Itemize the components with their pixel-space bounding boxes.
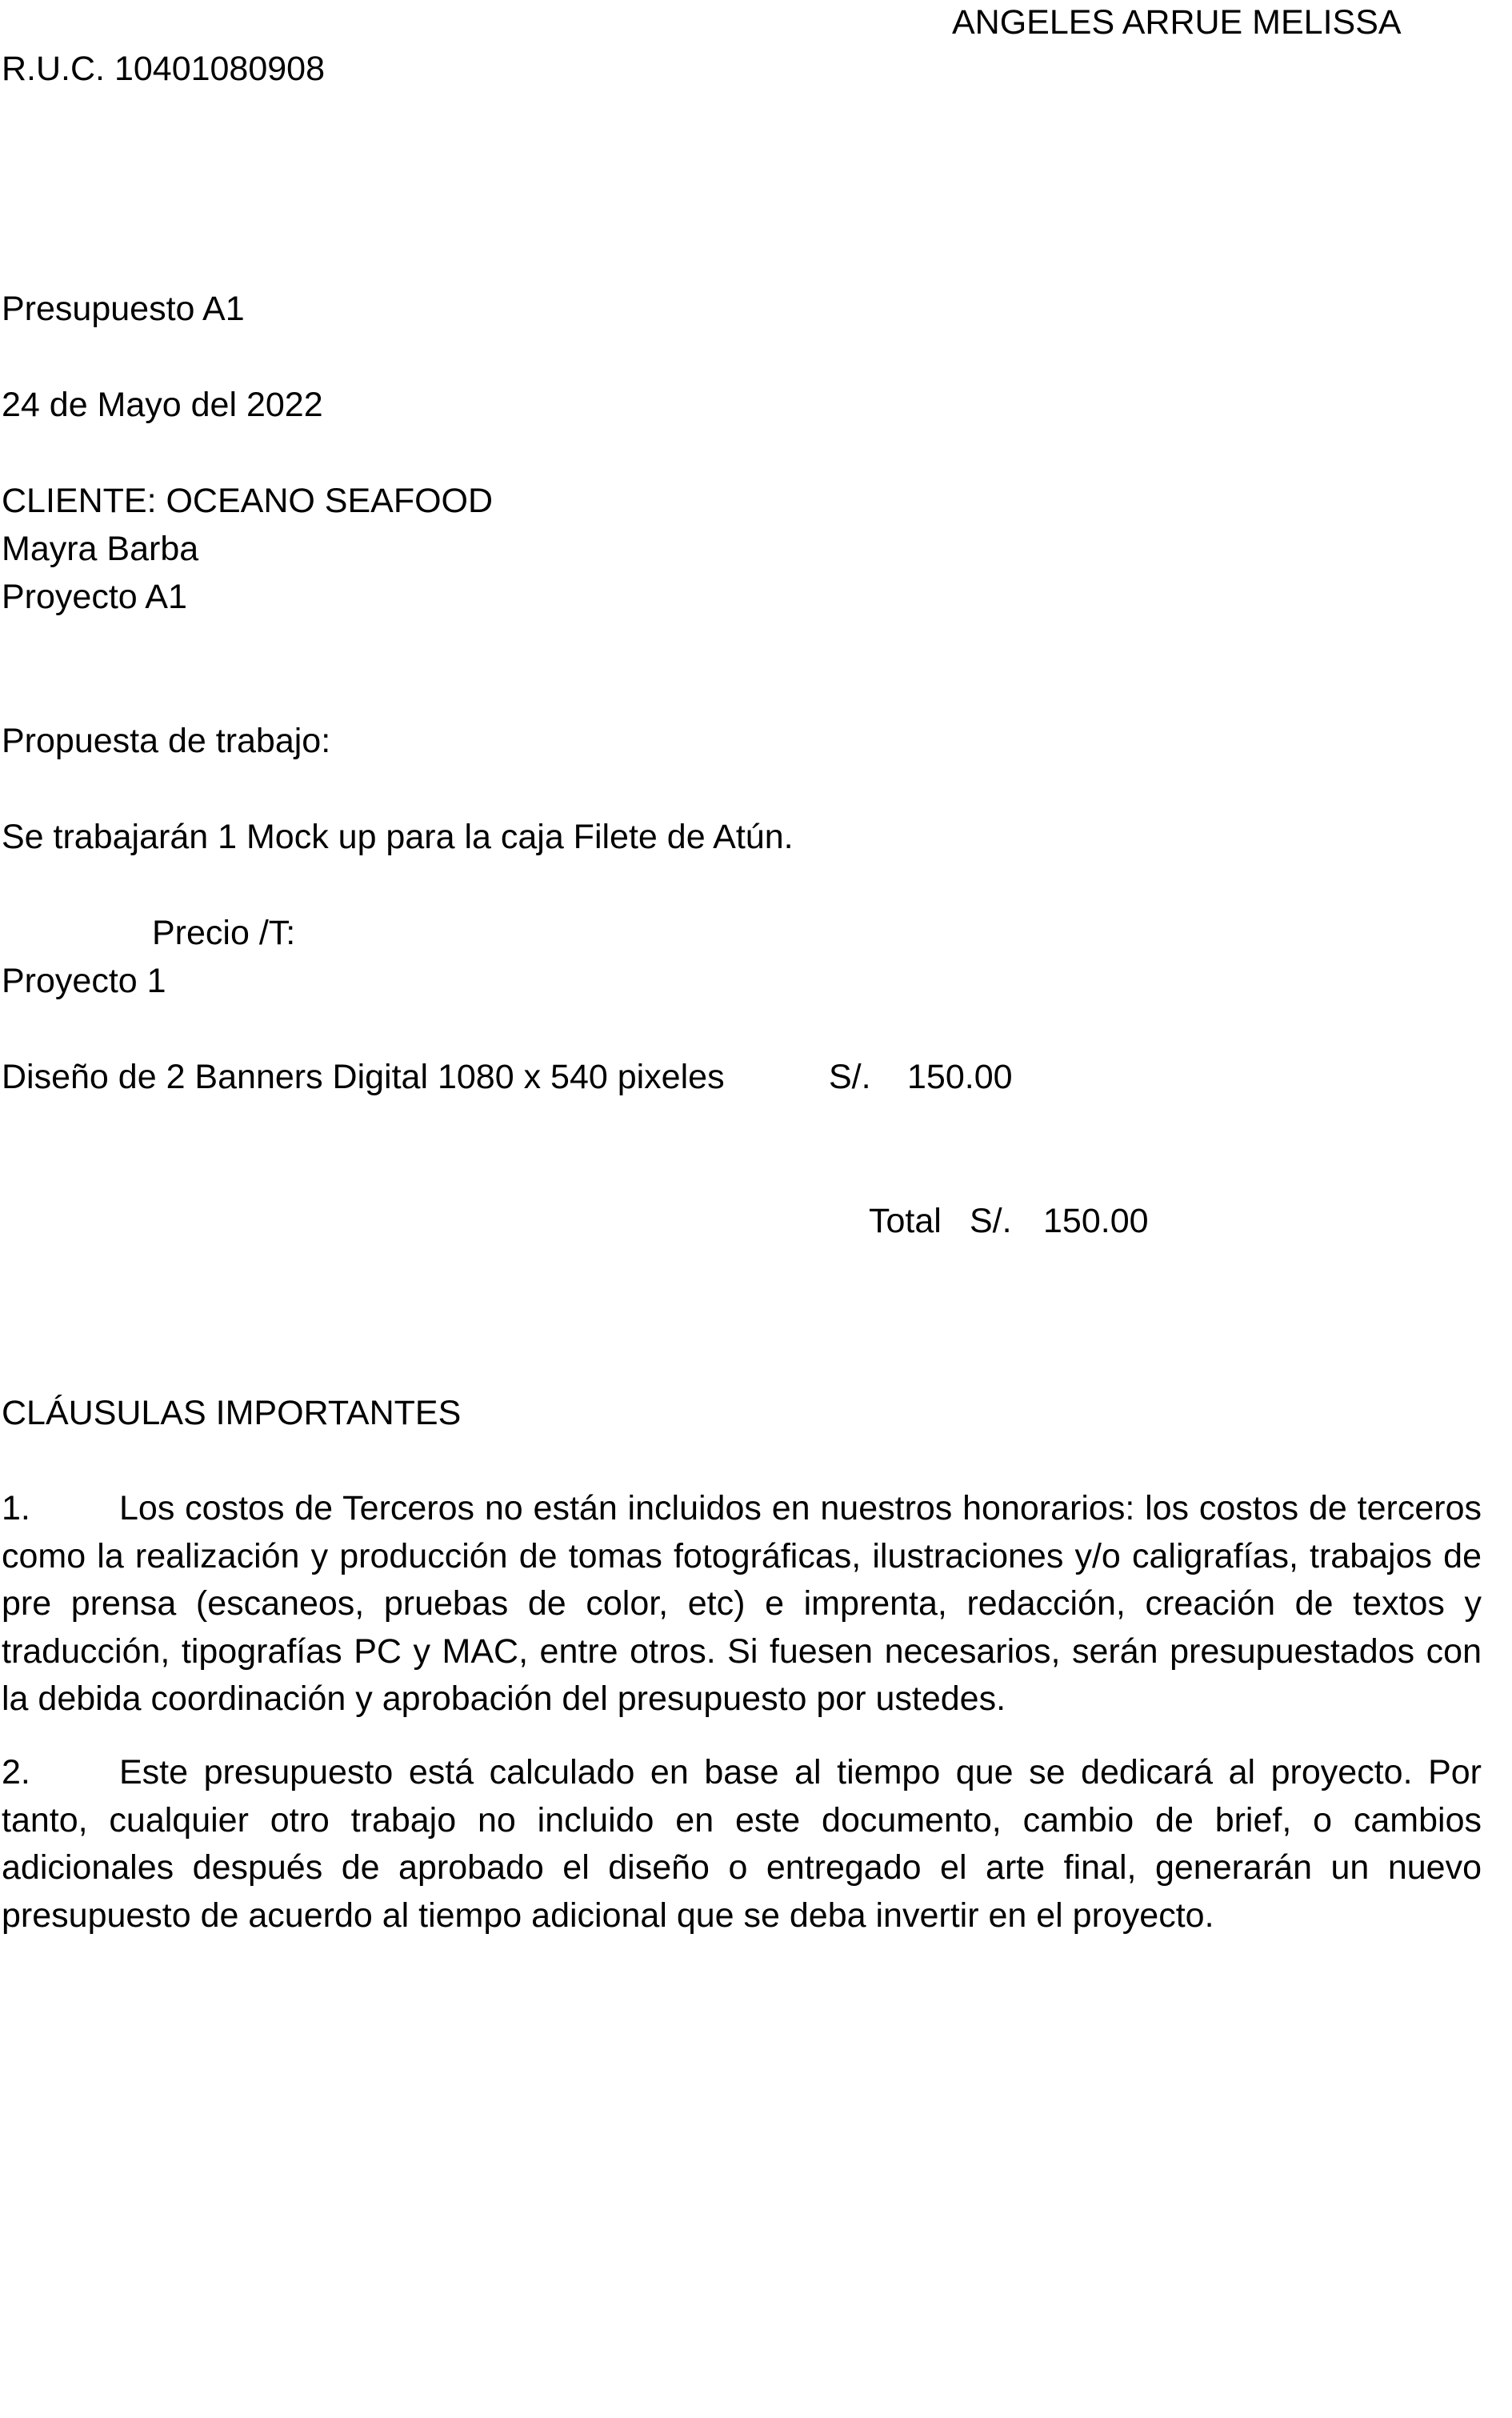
total-label: Total xyxy=(869,1202,942,1240)
client-project: Proyecto A1 xyxy=(2,578,187,616)
company-name: ANGELES ARRUE MELISSA xyxy=(952,3,1402,42)
budget-title: Presupuesto A1 xyxy=(2,290,245,328)
line-item-currency: S/. xyxy=(829,1058,871,1096)
clause-item xyxy=(2,1749,1482,1940)
total-currency: S/. xyxy=(970,1202,1012,1240)
clause-number: 2. xyxy=(2,1753,30,1791)
clause-text: Este presupuesto está calculado en base al tiempo que se dedicará al proyecto. Por tanto, cualquier otro trabajo no incluido en este documento, cambio de brief, o cambios adicionales después de aprobado el diseño o entregado el arte final, generarán un nuevo presupuesto de acuerdo al tiempo adicional que se deba invertir en el proyecto. xyxy=(2,1753,1482,1935)
line-item-description: Diseño de 2 Banners Digital 1080 x 540 pixeles xyxy=(2,1058,725,1096)
line-item-amount: 150.00 xyxy=(907,1058,1013,1096)
proposal-description: Se trabajarán 1 Mock up para la caja Filete de Atún. xyxy=(2,818,794,856)
clause-item xyxy=(2,1485,1482,1723)
project-label: Proyecto 1 xyxy=(2,962,166,1000)
clause-text: Los costos de Terceros no están incluidos en nuestros honorarios: los costos de terceros como la realización y producción de tomas fotográficas, ilustraciones y/o caligrafías, trabajos de pre prensa (escaneos, pruebas de color, etc) e imprenta, redacción, creación de textos y traducción, tipografías PC y MAC, entre otros. Si fuesen necesarios, serán presupuestados con la debida coordinación y aprobación del presupuesto por ustedes. xyxy=(2,1489,1482,1718)
clauses-heading: CLÁUSULAS IMPORTANTES xyxy=(2,1394,462,1432)
ruc-number: R.U.C. 10401080908 xyxy=(2,50,326,88)
proposal-heading: Propuesta de trabajo: xyxy=(2,722,331,760)
total-amount: 150.00 xyxy=(1043,1202,1149,1240)
clause-number: 1. xyxy=(2,1489,30,1527)
client-contact: Mayra Barba xyxy=(2,530,199,568)
client-name: CLIENTE: OCEANO SEAFOOD xyxy=(2,482,494,520)
budget-date: 24 de Mayo del 2022 xyxy=(2,386,323,424)
price-label: Precio /T: xyxy=(152,914,296,952)
